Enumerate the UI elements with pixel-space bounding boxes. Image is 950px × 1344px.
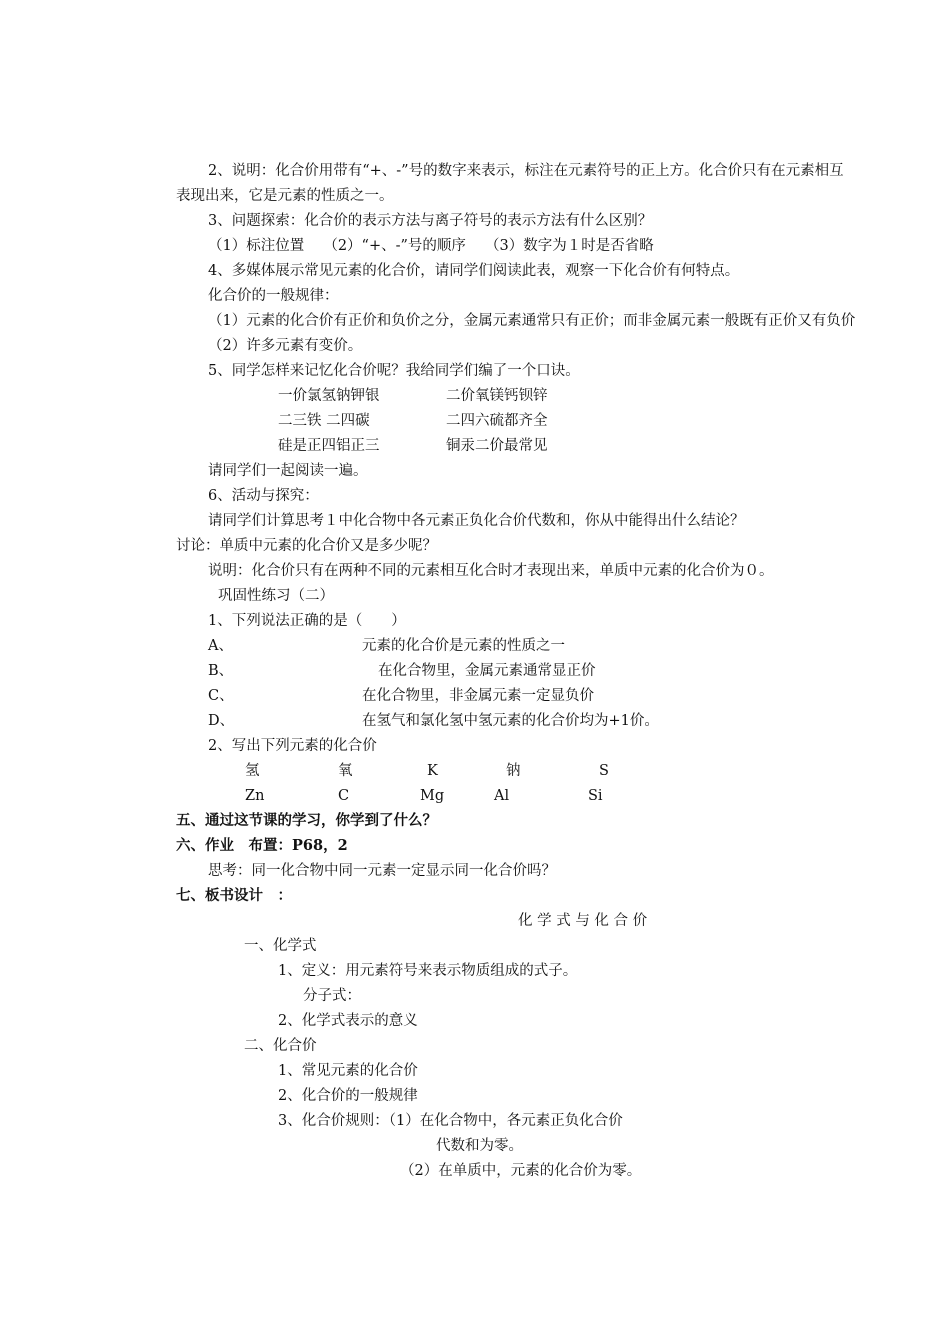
p2-line1: 2、说明：化合价用带有“+、-”号的数字来表示，标注在元素符号的正上方。化合价只有在元素相互 bbox=[208, 163, 844, 179]
p5-text: 5、同学怎样来记忆化合价呢？我给同学们编了一个口诀。 bbox=[208, 363, 580, 379]
element-cell: S bbox=[599, 763, 609, 779]
section-6-heading: 六、作业 布置：P68，2 bbox=[176, 837, 348, 854]
board-h2-3: 3、化合价规则：（1）在化合物中，各元素正负化合价 bbox=[278, 1113, 623, 1129]
option-label: A、 bbox=[208, 638, 233, 654]
p5-read: 请同学们一起阅读一遍。 bbox=[208, 463, 368, 479]
board-h1-1: 1、定义：用元素符号来表示物质组成的式子。 bbox=[278, 963, 578, 979]
board-h2: 二、化合价 bbox=[244, 1038, 317, 1054]
p2-line2: 表现出来，它是元素的性质之一。 bbox=[176, 188, 394, 204]
board-h2-3b: 代数和为零。 bbox=[436, 1138, 523, 1154]
board-h2-1: 1、常见元素的化合价 bbox=[278, 1063, 418, 1079]
rhyme-line: 铜汞二价最常见 bbox=[446, 438, 548, 454]
option-text: 在氢气和氯化氢中氢元素的化合价均为+1价。 bbox=[362, 713, 659, 729]
section-5-heading: 五、通过这节课的学习，你学到了什么？ bbox=[176, 812, 437, 829]
p3-question: 3、问题探索：化合价的表示方法与离子符号的表示方法有什么区别？ bbox=[208, 213, 653, 229]
p4-rule1: （1）元素的化合价有正价和负价之分，金属元素通常只有正价；而非金属元素一般既有正价又有负价 bbox=[208, 313, 856, 329]
p6-title: 6、活动与探究： bbox=[208, 488, 319, 504]
rhyme-line: 二三铁 二四碳 bbox=[278, 413, 370, 429]
option-text: 在化合物里，非金属元素一定显负价 bbox=[362, 688, 594, 704]
rhyme-line: 二价氧镁钙钡锌 bbox=[446, 388, 548, 404]
p6-explain: 说明：化合价只有在两种不同的元素相互化合时才表现出来，单质中元素的化合价为０。 bbox=[208, 563, 774, 579]
rhyme-line: 硅是正四铝正三 bbox=[278, 438, 380, 454]
p4-text: 4、多媒体展示常见元素的化合价，请同学们阅读此表，观察一下化合价有何特点。 bbox=[208, 263, 740, 279]
board-h1: 一、化学式 bbox=[244, 938, 317, 954]
option-text: 在化合物里，金属元素通常显正价 bbox=[378, 663, 596, 679]
board-h1-1a: 分子式： bbox=[303, 988, 361, 1004]
exercise-q2: 2、写出下列元素的化合价 bbox=[208, 738, 377, 754]
option-label: B、 bbox=[208, 663, 234, 679]
element-cell: 氧 bbox=[338, 763, 353, 779]
option-label: C、 bbox=[208, 688, 234, 704]
board-h2-2: 2、化合价的一般规律 bbox=[278, 1088, 418, 1104]
rhyme-line: 一价氯氢钠钾银 bbox=[278, 388, 380, 404]
element-cell: 氢 bbox=[245, 763, 260, 779]
exercise-title: 巩固性练习（二） bbox=[218, 588, 334, 604]
element-cell: Si bbox=[588, 788, 603, 804]
exercise-q1: 1、下列说法正确的是（ ） bbox=[208, 613, 406, 629]
element-cell: C bbox=[338, 788, 350, 804]
board-title: 化 学 式 与 化 合 价 bbox=[518, 913, 648, 929]
p3-items: （1）标注位置 （2）“+、-”号的顺序 （3）数字为１时是否省略 bbox=[208, 238, 654, 254]
p6-discuss: 讨论：单质中元素的化合价又是多少呢？ bbox=[176, 538, 437, 554]
p4-rule2: （2）许多元素有变价。 bbox=[208, 338, 363, 354]
section-7-heading: 七、板书设计 ： bbox=[176, 887, 292, 904]
board-h1-2: 2、化学式表示的意义 bbox=[278, 1013, 418, 1029]
p6-calc: 请同学们计算思考１中化合物中各元素正负化合价代数和，你从中能得出什么结论？ bbox=[208, 513, 745, 529]
section-6-think: 思考：同一化合物中同一元素一定显示同一化合价吗？ bbox=[208, 863, 556, 879]
element-cell: 钠 bbox=[506, 763, 521, 779]
option-label: D、 bbox=[208, 713, 235, 729]
element-cell: Zn bbox=[245, 788, 265, 804]
rhyme-line: 二四六硫都齐全 bbox=[446, 413, 548, 429]
element-cell: Al bbox=[494, 788, 510, 804]
p4-rule-title: 化合价的一般规律： bbox=[208, 288, 339, 304]
element-cell: Mg bbox=[420, 788, 445, 804]
element-cell: K bbox=[427, 763, 438, 779]
board-h2-3c: （2）在单质中，元素的化合价为零。 bbox=[400, 1163, 642, 1179]
option-text: 元素的化合价是元素的性质之一 bbox=[362, 638, 565, 654]
